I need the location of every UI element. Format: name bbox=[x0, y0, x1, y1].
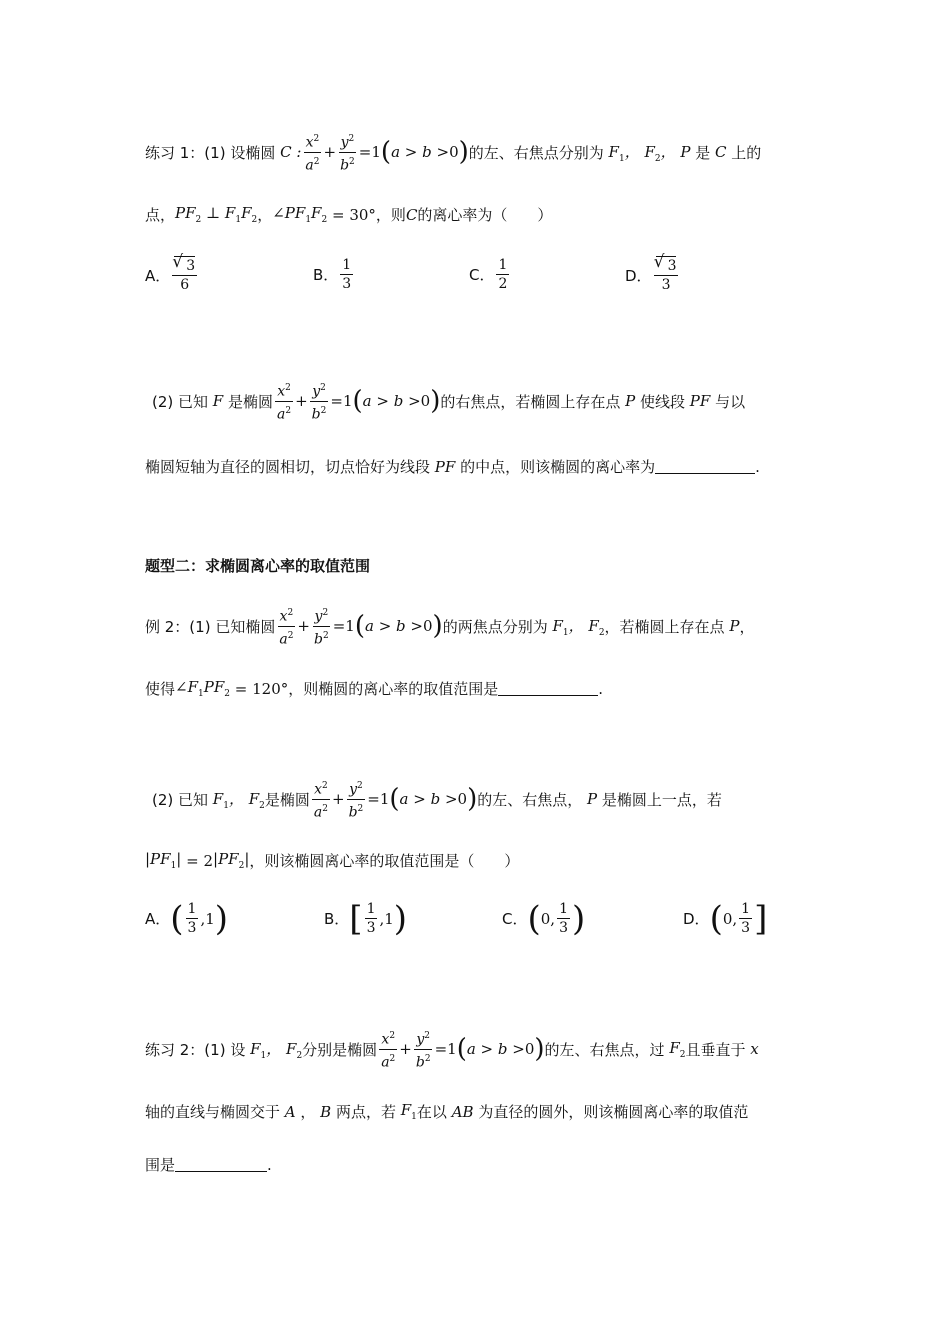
text: (2) 已知 bbox=[152, 790, 209, 809]
math: 0 bbox=[449, 143, 459, 162]
fraction: $\frac{y^2}{b^2}$ bbox=[414, 1027, 433, 1071]
exercise2-q1-line2 bbox=[145, 1101, 748, 1122]
math: a > b > bbox=[466, 1040, 525, 1059]
math: =1 bbox=[367, 790, 390, 809]
math: 0 bbox=[524, 1040, 535, 1059]
text: (2) 已知 bbox=[152, 392, 209, 411]
bracket: ] bbox=[754, 898, 768, 939]
fraction: √ $\frac{3}{6}$ bbox=[172, 256, 197, 294]
fraction: $\frac{y^2}{b^2}$ bbox=[312, 604, 331, 648]
math: PF bbox=[430, 457, 461, 476]
example2-q1-line1 bbox=[145, 604, 754, 648]
math: P bbox=[582, 790, 602, 809]
exercise1-q1-line1 bbox=[145, 130, 761, 174]
text: 的离心率为（ ） bbox=[417, 206, 553, 224]
paren: ( bbox=[389, 784, 400, 815]
paren: ( bbox=[456, 1034, 467, 1065]
text: 椭圆短轴为直径的圆相切，切点恰好为线段 bbox=[145, 458, 431, 476]
text: 使得 bbox=[145, 680, 176, 698]
math: 0 bbox=[457, 790, 468, 809]
answer-blank[interactable] bbox=[175, 1157, 267, 1172]
math: x bbox=[745, 1040, 759, 1059]
text: ， bbox=[739, 617, 755, 636]
paren: ( bbox=[709, 898, 723, 939]
math: PF bbox=[685, 392, 716, 411]
fraction: $\frac{x^2}{a^2}$ bbox=[277, 604, 295, 648]
paren: ) bbox=[534, 1034, 545, 1065]
text: 是椭圆 bbox=[227, 392, 273, 411]
exercise1-q1-option-a[interactable] bbox=[145, 256, 199, 294]
paren: ( bbox=[527, 898, 541, 939]
paren: ) bbox=[430, 386, 441, 417]
text: 练习 2：(1) 设 bbox=[145, 1040, 246, 1059]
fraction: $\frac{1}{2}$ bbox=[498, 257, 508, 292]
fraction: $\frac{1}{3}$ bbox=[559, 901, 568, 936]
text: 练习 1：(1) 设椭圆 bbox=[145, 143, 276, 162]
text: ，若椭圆上存在点 bbox=[604, 617, 725, 636]
exercise2-q1-line1 bbox=[145, 1027, 759, 1071]
math: F bbox=[208, 392, 228, 411]
text: 是 bbox=[695, 143, 711, 162]
math: 0 bbox=[422, 617, 433, 636]
text: 是椭圆上一点，若 bbox=[601, 790, 722, 809]
math: $|PF_2|$ bbox=[213, 850, 250, 871]
math: $F_1$ bbox=[395, 1101, 417, 1122]
paren: ( bbox=[352, 386, 363, 417]
exercise1-q1-line2 bbox=[145, 204, 552, 225]
option-label: D． bbox=[683, 910, 710, 928]
math: =1 bbox=[330, 392, 353, 411]
answer-blank[interactable] bbox=[655, 459, 755, 474]
math: $F_2$ bbox=[664, 1038, 686, 1060]
fraction: $\frac{x^2}{a^2}$ bbox=[379, 1027, 397, 1071]
fraction: $\frac{y^2}{b^2}$ bbox=[347, 777, 366, 821]
math: + bbox=[323, 143, 337, 162]
math: $F_1$， $F_2$ bbox=[245, 1039, 303, 1061]
math: A bbox=[280, 1102, 301, 1121]
text: 围是 bbox=[145, 1156, 176, 1174]
text: ，则该椭圆离心率的取值范围是（ ） bbox=[249, 852, 520, 870]
math: 0, bbox=[540, 909, 556, 928]
paren: ) bbox=[458, 137, 469, 168]
math: $|PF_1|$ bbox=[145, 850, 187, 871]
exercise1-q2-line1 bbox=[152, 379, 745, 423]
option-label: B． bbox=[324, 910, 350, 928]
option-label: A． bbox=[145, 266, 171, 285]
math: $\angle PF_1F_2$ bbox=[272, 204, 328, 225]
paren: ) bbox=[467, 784, 478, 815]
math: = 2 bbox=[186, 851, 214, 870]
math: $F_1$， $F_2$， P bbox=[603, 142, 696, 164]
bracket: [ bbox=[349, 898, 363, 939]
math: AB bbox=[446, 1102, 479, 1121]
text: . bbox=[598, 679, 604, 698]
text: . bbox=[267, 1155, 272, 1174]
math: P bbox=[620, 392, 641, 411]
math: a > b > bbox=[364, 617, 423, 636]
exercise1-q1-option-c[interactable] bbox=[469, 256, 511, 293]
text: 为直径的圆外，则该椭圆离心率的取值范 bbox=[478, 1103, 749, 1121]
math: =1 bbox=[332, 617, 355, 636]
option-label: A． bbox=[145, 910, 171, 928]
example2-q2-option-d[interactable] bbox=[683, 900, 767, 937]
fraction: $\frac{y^2}{b^2}$ bbox=[338, 130, 357, 174]
fraction: $\frac{1}{3}$ bbox=[741, 901, 751, 936]
math: a > b > bbox=[391, 143, 450, 162]
text: ，则 bbox=[375, 206, 406, 224]
angle-value: 30° bbox=[349, 205, 376, 224]
example2-q1-line2 bbox=[145, 678, 603, 699]
option-label: B． bbox=[313, 266, 339, 284]
option-label: C． bbox=[469, 266, 495, 284]
paren: ( bbox=[170, 898, 184, 939]
text: 在以 bbox=[416, 1103, 447, 1121]
angle-value: 120° bbox=[252, 679, 289, 698]
math: $\angle F_1PF_2$ bbox=[175, 678, 230, 699]
text: ， bbox=[257, 206, 273, 224]
math: B bbox=[315, 1102, 336, 1121]
text: 点， bbox=[145, 206, 176, 224]
example2-q2-option-a[interactable] bbox=[145, 900, 228, 937]
math: + bbox=[295, 392, 308, 411]
exercise2-q1-line3 bbox=[145, 1154, 272, 1175]
text: ， bbox=[300, 1103, 316, 1121]
example2-q2-option-c[interactable] bbox=[502, 900, 585, 937]
paren: ( bbox=[380, 137, 392, 168]
math: + bbox=[399, 1040, 412, 1059]
math: C bbox=[710, 143, 732, 162]
math: $F_1$， $F_2$ bbox=[208, 789, 265, 811]
text: 分别是椭圆 bbox=[302, 1040, 378, 1059]
math: =1 bbox=[358, 143, 381, 162]
paren: ) bbox=[214, 898, 229, 939]
text: . bbox=[755, 457, 760, 476]
text: 与以 bbox=[715, 392, 746, 411]
fraction: $\frac{1}{3}$ bbox=[342, 257, 352, 292]
math: ,1 bbox=[200, 909, 215, 928]
exercise1-q2-line2 bbox=[145, 456, 760, 477]
text: 上的 bbox=[731, 143, 762, 162]
example2-q2-option-b[interactable] bbox=[324, 900, 407, 937]
option-label: C． bbox=[502, 910, 528, 928]
text: 是椭圆 bbox=[264, 790, 310, 809]
text: 的中点，则该椭圆的离心率为 bbox=[460, 458, 656, 476]
text: 轴的直线与椭圆交于 bbox=[145, 1103, 281, 1121]
paren: ) bbox=[432, 611, 443, 642]
answer-blank[interactable] bbox=[498, 681, 598, 696]
fraction: $\frac{y^2}{b^2}$ bbox=[310, 379, 329, 423]
fraction: $\frac{x^2}{a^2}$ bbox=[303, 130, 321, 174]
fraction: √ $\frac{3}{3}$ bbox=[654, 256, 679, 294]
exercise1-q1-option-d[interactable] bbox=[625, 256, 680, 294]
paren: ( bbox=[354, 611, 365, 642]
example2-q2-line1 bbox=[152, 777, 722, 821]
fraction: $\frac{1}{3}$ bbox=[187, 901, 197, 936]
text: 的左、右焦点分别为 bbox=[468, 143, 604, 162]
math: a > b > bbox=[362, 392, 421, 411]
paren: ) bbox=[571, 898, 586, 939]
text: 的左、右焦点，过 bbox=[544, 1040, 665, 1059]
example2-q2-line2 bbox=[145, 850, 519, 871]
math: $F_1$， $F_2$ bbox=[547, 616, 605, 638]
math: ,1 bbox=[379, 909, 394, 928]
exercise1-q1-option-b[interactable] bbox=[313, 256, 355, 293]
fraction: $\frac{x^2}{a^2}$ bbox=[312, 777, 330, 821]
math: = bbox=[331, 205, 350, 224]
text: 且垂直于 bbox=[685, 1040, 746, 1059]
text: 的右焦点，若椭圆上存在点 bbox=[440, 392, 621, 411]
math: $PF_2$ ⊥ $F_1F_2$ bbox=[175, 204, 258, 225]
section-heading: 题型二：求椭圆离心率的取值范围 bbox=[145, 557, 371, 575]
fraction: $\frac{x^2}{a^2}$ bbox=[275, 379, 293, 423]
math: C bbox=[405, 205, 418, 224]
math: 0 bbox=[420, 392, 431, 411]
text: 的左、右焦点， bbox=[477, 790, 583, 809]
math: P bbox=[724, 617, 740, 636]
option-label: D． bbox=[625, 266, 652, 285]
math: a > b > bbox=[399, 790, 458, 809]
math: + bbox=[297, 617, 310, 636]
math: = bbox=[234, 679, 253, 698]
text: 例 2：(1) 已知椭圆 bbox=[145, 617, 276, 636]
text: 使线段 bbox=[640, 392, 686, 411]
math: C : bbox=[275, 143, 302, 162]
paren: ) bbox=[393, 898, 408, 939]
text: 两点，若 bbox=[335, 1103, 396, 1121]
text: 的两焦点分别为 bbox=[442, 617, 548, 636]
math: 0, bbox=[722, 909, 738, 928]
fraction: $\frac{1}{3}$ bbox=[366, 901, 376, 936]
text: ，则椭圆的离心率的取值范围是 bbox=[288, 680, 499, 698]
math: =1 bbox=[434, 1040, 457, 1059]
math: + bbox=[331, 790, 345, 809]
